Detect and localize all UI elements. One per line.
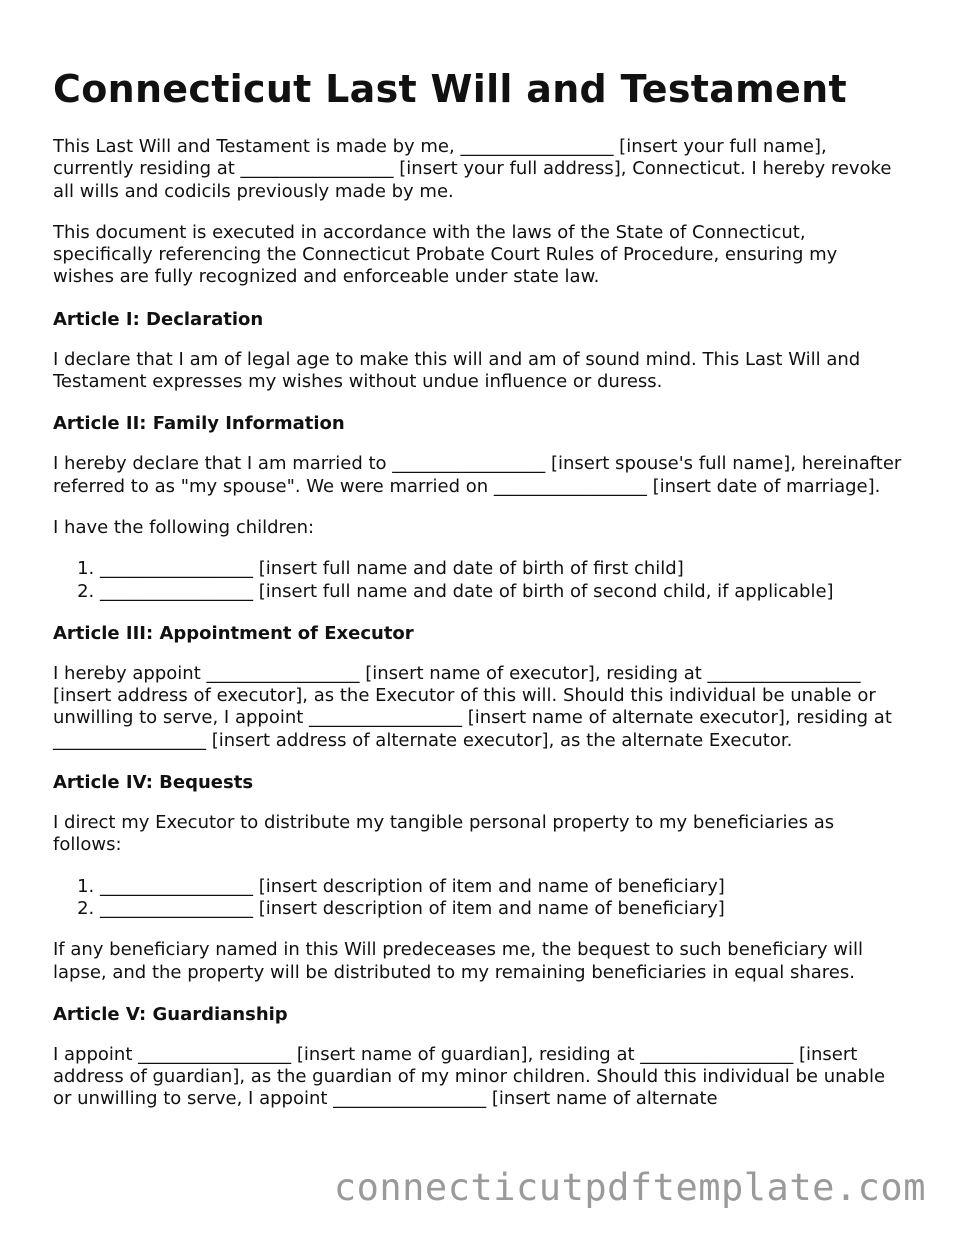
- article-paragraph: I have the following children:: [53, 516, 315, 538]
- article-heading: Article V: Guardianship: [53, 1003, 288, 1025]
- document-page: [53, 64, 903, 1130]
- article-paragraph: I hereby declare that I am married to _________________ [insert spouse's full name], hereinafter referred to as "my spouse". We were married on _________________ [insert date of marriage].: [53, 453, 902, 497]
- article-paragraph: I declare that I am of legal age to make this will and am of sound mind. This Last Will and Testament expresses my wishes without undue influence or duress.: [53, 348, 861, 393]
- article-heading: Article IV: Bequests: [53, 772, 254, 794]
- list-item: 2. _________________ [insert description of item and name of beneficiary]: [100, 898, 903, 920]
- children-list: [53, 558, 903, 603]
- intro-paragraph: This Last Will and Testament is made by me, _________________ [insert your full name], currently residing at _________________ [insert your full address], Connecticut. I hereby revoke all wills and codicils previously made by me.: [53, 136, 892, 202]
- list-item: 1. _________________ [insert description of item and name of beneficiary]: [100, 876, 903, 898]
- article-heading: Article III: Appointment of Executor: [53, 622, 414, 644]
- article-paragraph: I direct my Executor to distribute my tangible personal property to my beneficiaries as follows:: [53, 812, 835, 856]
- article-paragraph: If any beneficiary named in this Will predeceases me, the bequest to such beneficiary will lapse, and the property will be distributed to my remaining beneficiaries in equal shares.: [53, 939, 864, 983]
- article-paragraph: I appoint _________________ [insert name of guardian], residing at _________________ [insert address of guardian], as the guardian of my minor children. Should this individual be unable or unwilling to serve, I appoint _________________ [insert name of alternate: [53, 1043, 886, 1110]
- list-item: 2. _________________ [insert full name and date of birth of second child, if applicable]: [100, 581, 903, 603]
- list-item: 1. _________________ [insert full name and date of birth of first child]: [100, 558, 903, 580]
- article-paragraph: I hereby appoint _________________ [insert name of executor], residing at _________________ [insert address of executor], as the Executor of this will. Should this individual be unable or unwilling to serve, I appoint _________________ [insert name of alternate executor], residing at _________________ [insert address of alternate executor], as the alternate Executor.: [53, 662, 892, 751]
- site-watermark: connecticutpdftemplate.com: [333, 1166, 926, 1209]
- bequests-list: [53, 876, 903, 921]
- document-title: Connecticut Last Will and Testament: [53, 67, 847, 111]
- article-heading: Article I: Declaration: [53, 308, 264, 330]
- intro-paragraph: This document is executed in accordance with the laws of the State of Connecticut, specifically referencing the Connecticut Probate Court Rules of Procedure, ensuring my wishes are fully recognized and enforceable under state law.: [53, 221, 838, 288]
- article-heading: Article II: Family Information: [53, 413, 345, 435]
